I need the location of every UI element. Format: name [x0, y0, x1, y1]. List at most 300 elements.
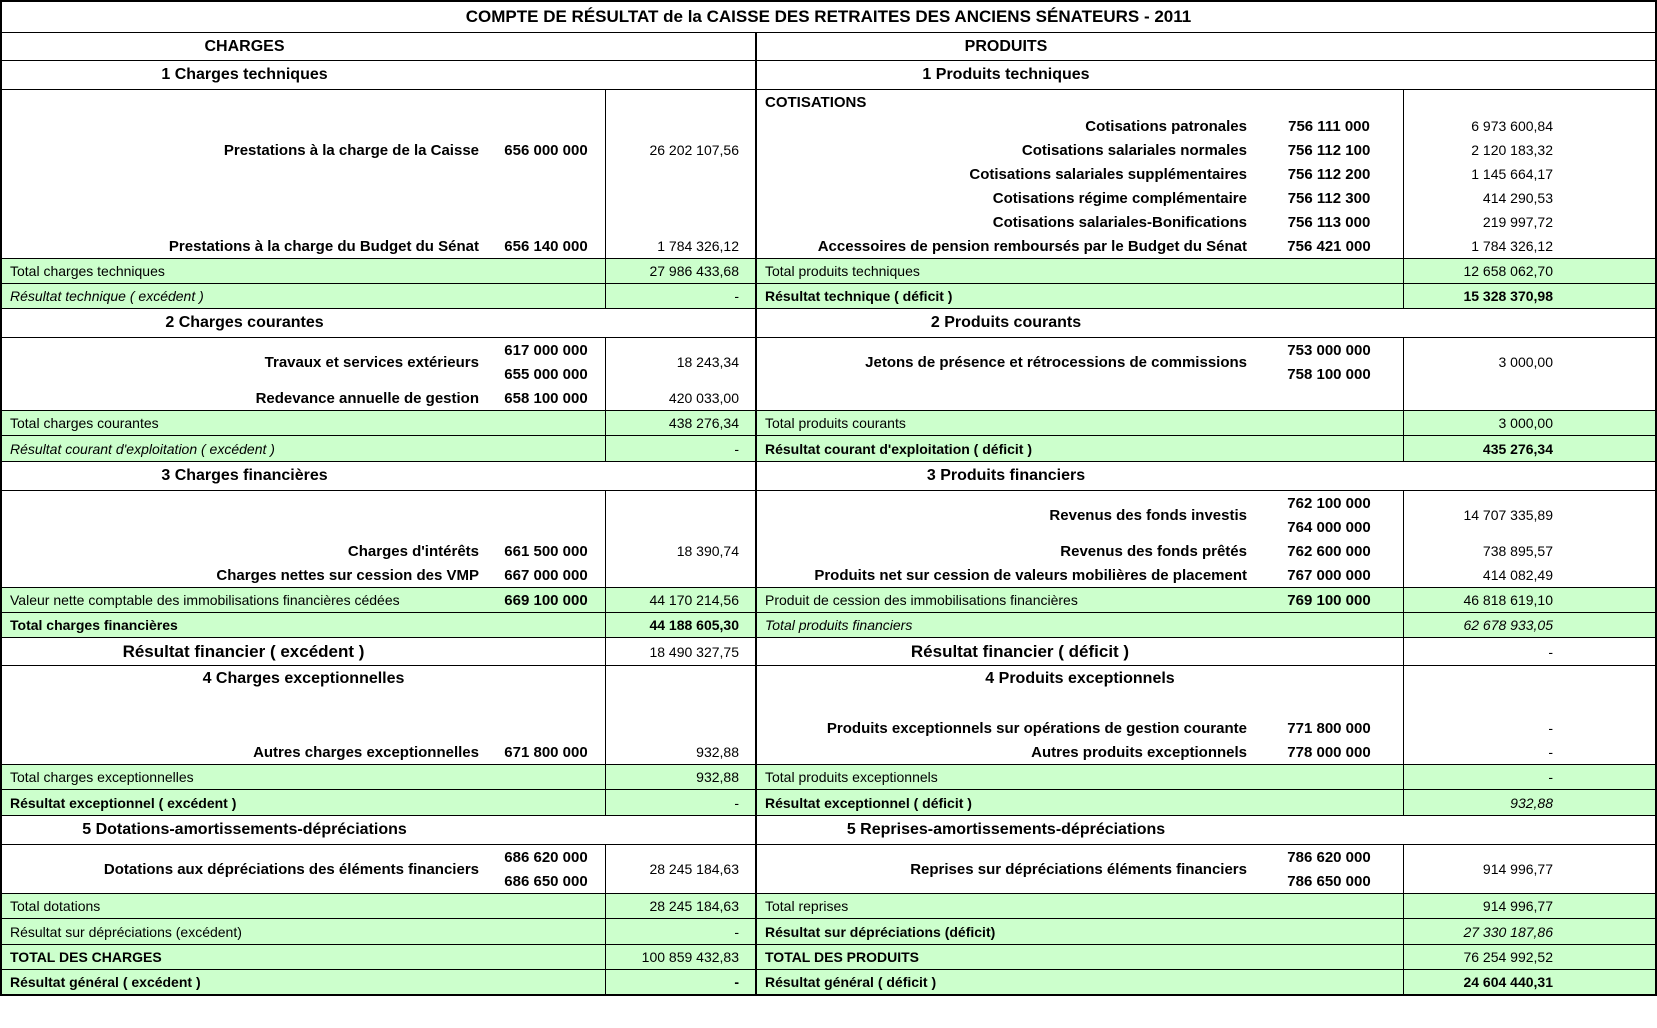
amount-cell: 414 082,49	[1403, 563, 1655, 587]
spacer	[605, 515, 755, 539]
account-code: 756 113 000	[1287, 213, 1371, 231]
produit-line	[757, 210, 1655, 234]
section-4-total-row	[2, 764, 1655, 789]
spacer	[487, 162, 605, 186]
total-amount: 27 986 433,68	[605, 259, 755, 283]
amount-cell: 26 202 107,56	[605, 138, 755, 162]
row-label: Travaux et services extérieurs	[264, 353, 479, 371]
section-3-total-row	[2, 612, 1655, 637]
section-2-body-row	[2, 337, 1655, 410]
account-code: 769 100 000	[1287, 591, 1371, 609]
charges-header-line	[2, 33, 755, 60]
produit-line	[757, 114, 1655, 138]
grand-total-right-half	[757, 945, 1655, 969]
s3-right-body	[757, 491, 1655, 587]
account-code: 667 000 000	[504, 566, 588, 584]
row-label: Prestations à la charge de la Caisse	[223, 141, 479, 159]
resultat-general-row	[2, 969, 1655, 994]
result-label: Résultat exceptionnel ( excédent )	[10, 794, 237, 811]
result-line	[2, 790, 755, 815]
s2-total-right-half	[757, 411, 1655, 435]
s1-total-right-half	[757, 259, 1655, 283]
row-label: Cotisations régime complémentaire	[992, 189, 1247, 207]
amount-cell: 414 290,53	[1403, 186, 1655, 210]
row-label: Revenus des fonds prêtés	[1060, 542, 1247, 560]
spacer	[2, 90, 487, 114]
s4-right-header-line	[757, 666, 1655, 692]
result-label: Résultat exceptionnel ( déficit )	[765, 794, 972, 811]
account-codes	[487, 338, 605, 386]
result-label: Résultat courant d'exploitation ( excédent )	[10, 440, 275, 457]
row-label: Produit de cession des immobilisations financières	[765, 592, 1078, 608]
section-3-green-line-row	[2, 587, 1655, 612]
s3-left-body	[2, 491, 757, 587]
spacer	[1403, 666, 1655, 692]
s3-right-header-half	[757, 462, 1655, 490]
grand-total-amount: 76 254 992,52	[1403, 945, 1655, 969]
charge-group-line	[2, 338, 755, 386]
amount-cell: 18 390,74	[605, 539, 755, 563]
result-line	[757, 284, 1655, 308]
produit-line	[757, 588, 1655, 612]
total-amount: 44 188 605,30	[605, 613, 755, 637]
section-1-total-row	[2, 258, 1655, 283]
charge-line	[2, 234, 755, 258]
account-code: 617 000 000	[504, 341, 588, 359]
account-code: 756 112 300	[1287, 189, 1371, 207]
s1-total-left-half	[2, 259, 757, 283]
account-codes	[1255, 845, 1403, 893]
account-code: 671 800 000	[504, 743, 588, 761]
amount-cell: -	[1403, 716, 1655, 740]
s5-total-right-half	[757, 894, 1655, 918]
result-label: Résultat technique ( excédent )	[10, 288, 204, 304]
total-line	[2, 259, 755, 283]
section-4-produits-title: 4 Produits exceptionnels	[985, 670, 1175, 687]
final-result-amount: -	[605, 970, 755, 994]
charge-line	[2, 386, 755, 410]
amount-cell	[605, 563, 755, 587]
produit-group-line	[757, 845, 1655, 893]
spacer	[2, 515, 487, 539]
s2-right-header-line	[757, 309, 1655, 337]
cotisations-group-line	[757, 90, 1655, 114]
group-label: COTISATIONS	[765, 93, 867, 111]
section-5-produits-title: 5 Reprises-amortissements-dépréciations	[846, 821, 1166, 838]
amount-cell: 18 243,34	[605, 338, 755, 386]
s1-left-header-half	[2, 61, 757, 89]
total-line	[2, 765, 755, 789]
section-3-body-row	[2, 490, 1655, 587]
produit-line	[757, 162, 1655, 186]
spacer	[2, 692, 487, 716]
charge-line	[2, 740, 755, 764]
row-label: Charges d'intérêts	[347, 542, 479, 560]
spacer	[487, 515, 605, 539]
s3-green-left-half	[2, 588, 757, 612]
spacer	[757, 692, 1255, 716]
fin-left-line	[2, 638, 755, 665]
produit-line	[757, 539, 1655, 563]
spacer	[1255, 692, 1403, 716]
section-1-result-row	[2, 283, 1655, 308]
result-line	[2, 970, 755, 994]
total-amount: 932,88	[605, 765, 755, 789]
s1-result-right-half	[757, 284, 1655, 308]
total-line	[757, 945, 1655, 969]
s5-left-header-half	[2, 816, 757, 844]
spacer	[487, 692, 605, 716]
total-amount: 28 245 184,63	[605, 894, 755, 918]
spacer	[487, 186, 605, 210]
s2-result-right-half	[757, 436, 1655, 461]
s1-right-header-half	[757, 61, 1655, 89]
s4-left-header-line	[2, 666, 755, 692]
section-3-produits-title: 3 Produits financiers	[926, 467, 1086, 484]
account-code: 669 100 000	[504, 591, 588, 609]
account-code: 686 620 000	[504, 848, 588, 866]
s1-result-left-half	[2, 284, 757, 308]
s5-total-left-half	[2, 894, 757, 918]
s2-total-left-half	[2, 411, 757, 435]
resultat-financier-row	[2, 637, 1655, 665]
result-line	[757, 970, 1655, 994]
spacer	[2, 491, 487, 515]
row-label: Cotisations salariales-Bonifications	[992, 213, 1247, 231]
account-code: 762 100 000	[1287, 494, 1371, 512]
produit-line	[757, 563, 1655, 587]
total-line	[757, 765, 1655, 789]
total-amount: 438 276,34	[605, 411, 755, 435]
charge-line	[2, 588, 755, 612]
amount-cell: 1 784 326,12	[605, 234, 755, 258]
fin-result-amount: -	[1403, 638, 1655, 665]
section-3-header-row	[2, 461, 1655, 490]
spacer-line	[2, 114, 755, 138]
s2-left-header-line	[2, 309, 755, 337]
section-4-charges-title: 4 Charges exceptionnelles	[202, 670, 405, 687]
total-label: Total produits exceptionnels	[765, 769, 938, 785]
s4-total-left-half	[2, 765, 757, 789]
section-2-produits-title: 2 Produits courants	[930, 314, 1082, 331]
total-label: Total charges financières	[10, 617, 178, 633]
spacer	[487, 114, 605, 138]
row-label: Cotisations patronales	[1085, 117, 1247, 135]
fin-left-half	[2, 638, 757, 665]
spacer	[2, 162, 487, 186]
result-amount: -	[605, 919, 755, 944]
row-label: Dotations aux dépréciations des éléments financiers	[103, 860, 479, 878]
spacer	[2, 210, 487, 234]
s5-result-right-half	[757, 919, 1655, 944]
s2-right-header-half	[757, 309, 1655, 337]
final-result-right-half	[757, 970, 1655, 994]
spacer-line	[2, 716, 755, 740]
amount-cell: 6 973 600,84	[1403, 114, 1655, 138]
produit-group-line	[757, 338, 1655, 386]
row-label: Autres charges exceptionnelles	[253, 743, 479, 761]
charge-line	[2, 563, 755, 587]
section-2-result-row	[2, 435, 1655, 461]
s5-right-body	[757, 845, 1655, 893]
s3-left-header-line	[2, 462, 755, 490]
row-label: Produits net sur cession de valeurs mobilières de placement	[814, 566, 1247, 584]
produit-group-line	[757, 491, 1655, 539]
account-code: 756 111 000	[1288, 117, 1370, 135]
amount-cell: 219 997,72	[1403, 210, 1655, 234]
final-result-amount: 24 604 440,31	[1403, 970, 1655, 994]
s4-left-body	[2, 666, 757, 764]
row-label: Revenus des fonds investis	[1049, 506, 1247, 524]
section-2-charges-title: 2 Charges courantes	[165, 314, 324, 331]
s1-right-body	[757, 90, 1655, 258]
account-code: 758 100 000	[1287, 365, 1371, 383]
row-label: Valeur nette comptable des immobilisations financières cédées	[10, 592, 400, 608]
spacer-line	[2, 515, 755, 539]
row-label: Jetons de présence et rétrocessions de commissions	[865, 353, 1247, 371]
result-line	[2, 919, 755, 944]
s3-total-right-half	[757, 613, 1655, 637]
charges-column-header: CHARGES	[204, 37, 285, 55]
final-result-label: Résultat général ( excédent )	[10, 974, 201, 990]
total-line	[2, 945, 755, 969]
account-code: 686 650 000	[504, 872, 588, 890]
account-code: 767 000 000	[1287, 566, 1371, 584]
section-2-total-row	[2, 410, 1655, 435]
spacer	[1403, 692, 1655, 716]
charge-line	[2, 138, 755, 162]
document-title-text: COMPTE DE RÉSULTAT de la CAISSE DES RETRAITES DES ANCIENS SÉNATEURS - 2011	[465, 7, 1192, 26]
account-code: 753 000 000	[1287, 341, 1371, 359]
row-label: Redevance annuelle de gestion	[255, 389, 479, 407]
amount-cell: 14 707 335,89	[1403, 491, 1655, 539]
account-codes	[1255, 338, 1403, 386]
total-line	[757, 894, 1655, 918]
result-label: Résultat sur dépréciations (déficit)	[765, 923, 996, 940]
fin-right-line	[757, 638, 1655, 665]
grand-total-label: TOTAL DES PRODUITS	[765, 949, 920, 965]
amount-cell: 1 784 326,12	[1403, 234, 1655, 258]
account-code: 762 600 000	[1287, 542, 1371, 560]
result-label: Résultat sur dépréciations (excédent)	[10, 923, 242, 940]
spacer	[605, 716, 755, 740]
s4-result-right-half	[757, 790, 1655, 815]
result-label: Résultat courant d'exploitation ( déficit )	[765, 440, 1033, 457]
final-result-label: Résultat général ( déficit )	[765, 974, 937, 990]
total-line	[757, 613, 1655, 637]
spacer-line	[757, 692, 1655, 716]
column-header-row	[2, 32, 1655, 60]
amount-cell: 1 145 664,17	[1403, 162, 1655, 186]
grand-total-label: TOTAL DES CHARGES	[10, 949, 162, 965]
spacer	[487, 90, 605, 114]
result-amount: 435 276,34	[1403, 436, 1655, 461]
spacer-line	[2, 186, 755, 210]
result-label: Résultat technique ( déficit )	[765, 288, 953, 304]
s1-left-body	[2, 90, 757, 258]
spacer	[487, 210, 605, 234]
row-label: Prestations à la charge du Budget du Sénat	[168, 237, 479, 255]
s4-right-body	[757, 666, 1655, 764]
result-amount: 27 330 187,86	[1403, 919, 1655, 944]
result-amount: 932,88	[1403, 790, 1655, 815]
section-1-produits-title: 1 Produits techniques	[922, 66, 1090, 83]
section-1-header-row	[2, 60, 1655, 89]
charge-line	[2, 539, 755, 563]
spacer	[2, 186, 487, 210]
section-3-charges-title: 3 Charges financières	[161, 467, 328, 484]
total-label: Total dotations	[10, 898, 101, 914]
row-label: Autres produits exceptionnels	[1031, 743, 1247, 761]
spacer	[2, 114, 487, 138]
total-line	[2, 411, 755, 435]
section-1-charges-title: 1 Charges techniques	[161, 66, 328, 83]
section-4-body-row	[2, 665, 1655, 764]
section-2-header-row	[2, 308, 1655, 337]
account-code: 764 000 000	[1287, 518, 1371, 536]
spacer-line	[2, 491, 755, 515]
total-amount: 62 678 933,05	[1403, 613, 1655, 637]
produit-line	[757, 186, 1655, 210]
spacer	[1403, 386, 1655, 410]
produits-column-header: PRODUITS	[964, 37, 1048, 55]
row-label: Cotisations salariales supplémentaires	[969, 165, 1247, 183]
section-5-result-row	[2, 918, 1655, 944]
amount-cell: 46 818 619,10	[1403, 588, 1655, 612]
row-label: Accessoires de pension remboursés par le Budget du Sénat	[817, 237, 1247, 255]
s4-result-left-half	[2, 790, 757, 815]
result-line	[757, 919, 1655, 944]
account-code: 756 112 200	[1287, 165, 1371, 183]
document-title	[2, 2, 1655, 32]
section-5-header-row	[2, 815, 1655, 844]
result-amount: -	[605, 436, 755, 461]
account-code: 756 112 100	[1287, 141, 1371, 159]
account-code: 771 800 000	[1287, 719, 1371, 737]
s2-right-body	[757, 338, 1655, 410]
account-code: 656 000 000	[504, 141, 588, 159]
amount-cell: 420 033,00	[605, 386, 755, 410]
total-label: Total charges techniques	[10, 263, 165, 279]
s2-left-header-half	[2, 309, 757, 337]
account-code: 786 650 000	[1287, 872, 1371, 890]
s1-left-header-line	[2, 61, 755, 89]
spacer	[2, 716, 487, 740]
fin-result-amount: 18 490 327,75	[605, 638, 755, 665]
account-code: 661 500 000	[504, 542, 588, 560]
spacer-line	[2, 210, 755, 234]
amount-cell: 914 996,77	[1403, 845, 1655, 893]
result-amount: -	[605, 790, 755, 815]
grand-total-left-half	[2, 945, 757, 969]
s4-total-right-half	[757, 765, 1655, 789]
amount-cell: 932,88	[605, 740, 755, 764]
result-amount: -	[605, 284, 755, 308]
produit-line	[757, 234, 1655, 258]
total-label: Total produits techniques	[765, 263, 920, 279]
account-codes	[1255, 491, 1403, 539]
amount-cell: 2 120 183,32	[1403, 138, 1655, 162]
row-label: Reprises sur dépréciations éléments financiers	[910, 860, 1247, 878]
account-code: 658 100 000	[504, 389, 588, 407]
produits-header-line	[757, 33, 1655, 60]
fin-right-half	[757, 638, 1655, 665]
amount-cell: -	[1403, 740, 1655, 764]
charges-half	[2, 33, 757, 60]
total-line	[757, 411, 1655, 435]
final-result-left-half	[2, 970, 757, 994]
total-amount: 914 996,77	[1403, 894, 1655, 918]
row-label: Charges nettes sur cession des VMP	[216, 566, 479, 584]
total-label: Total reprises	[765, 898, 849, 914]
s3-right-header-line	[757, 462, 1655, 490]
spacer-line	[2, 692, 755, 716]
grand-total-amount: 100 859 432,83	[605, 945, 755, 969]
result-line	[757, 436, 1655, 461]
s3-left-header-half	[2, 462, 757, 490]
section-5-body-row	[2, 844, 1655, 893]
section-5-charges-title: 5 Dotations-amortissements-dépréciations	[82, 821, 407, 838]
amount-cell: 44 170 214,56	[605, 588, 755, 612]
total-line	[2, 613, 755, 637]
account-code: 778 000 000	[1287, 743, 1371, 761]
fin-result-label: Résultat financier ( déficit )	[910, 641, 1130, 661]
spacer	[605, 210, 755, 234]
spacer	[1255, 386, 1403, 410]
section-4-result-row	[2, 789, 1655, 815]
grand-total-row	[2, 944, 1655, 969]
amount-cell: 3 000,00	[1403, 338, 1655, 386]
total-line	[757, 259, 1655, 283]
produits-half	[757, 33, 1655, 60]
spacer	[487, 716, 605, 740]
s5-left-header-line	[2, 816, 755, 844]
total-line	[2, 894, 755, 918]
section-1-body-row	[2, 89, 1655, 258]
spacer	[1403, 90, 1655, 114]
produit-line	[757, 740, 1655, 764]
row-label: Cotisations salariales normales	[1021, 141, 1247, 159]
s5-right-header-half	[757, 816, 1655, 844]
amount-cell: 28 245 184,63	[605, 845, 755, 893]
s2-result-left-half	[2, 436, 757, 461]
amount-cell: 738 895,57	[1403, 539, 1655, 563]
section-5-total-row	[2, 893, 1655, 918]
account-code: 655 000 000	[504, 365, 588, 383]
s5-left-body	[2, 845, 757, 893]
spacer	[605, 162, 755, 186]
produit-line	[757, 716, 1655, 740]
s5-right-header-line	[757, 816, 1655, 844]
spacer-line	[2, 90, 755, 114]
total-label: Total produits financiers	[765, 617, 913, 633]
spacer-line	[757, 386, 1655, 410]
spacer	[757, 386, 1255, 410]
spacer	[605, 491, 755, 515]
account-code: 786 620 000	[1287, 848, 1371, 866]
produit-line	[757, 138, 1655, 162]
spacer-line	[2, 162, 755, 186]
s5-result-left-half	[2, 919, 757, 944]
spacer	[487, 491, 605, 515]
total-label: Total charges exceptionnelles	[10, 769, 194, 785]
spacer	[605, 114, 755, 138]
result-amount: 15 328 370,98	[1403, 284, 1655, 308]
spacer	[605, 692, 755, 716]
s1-right-header-line	[757, 61, 1655, 89]
spacer	[1255, 90, 1403, 114]
result-line	[2, 284, 755, 308]
